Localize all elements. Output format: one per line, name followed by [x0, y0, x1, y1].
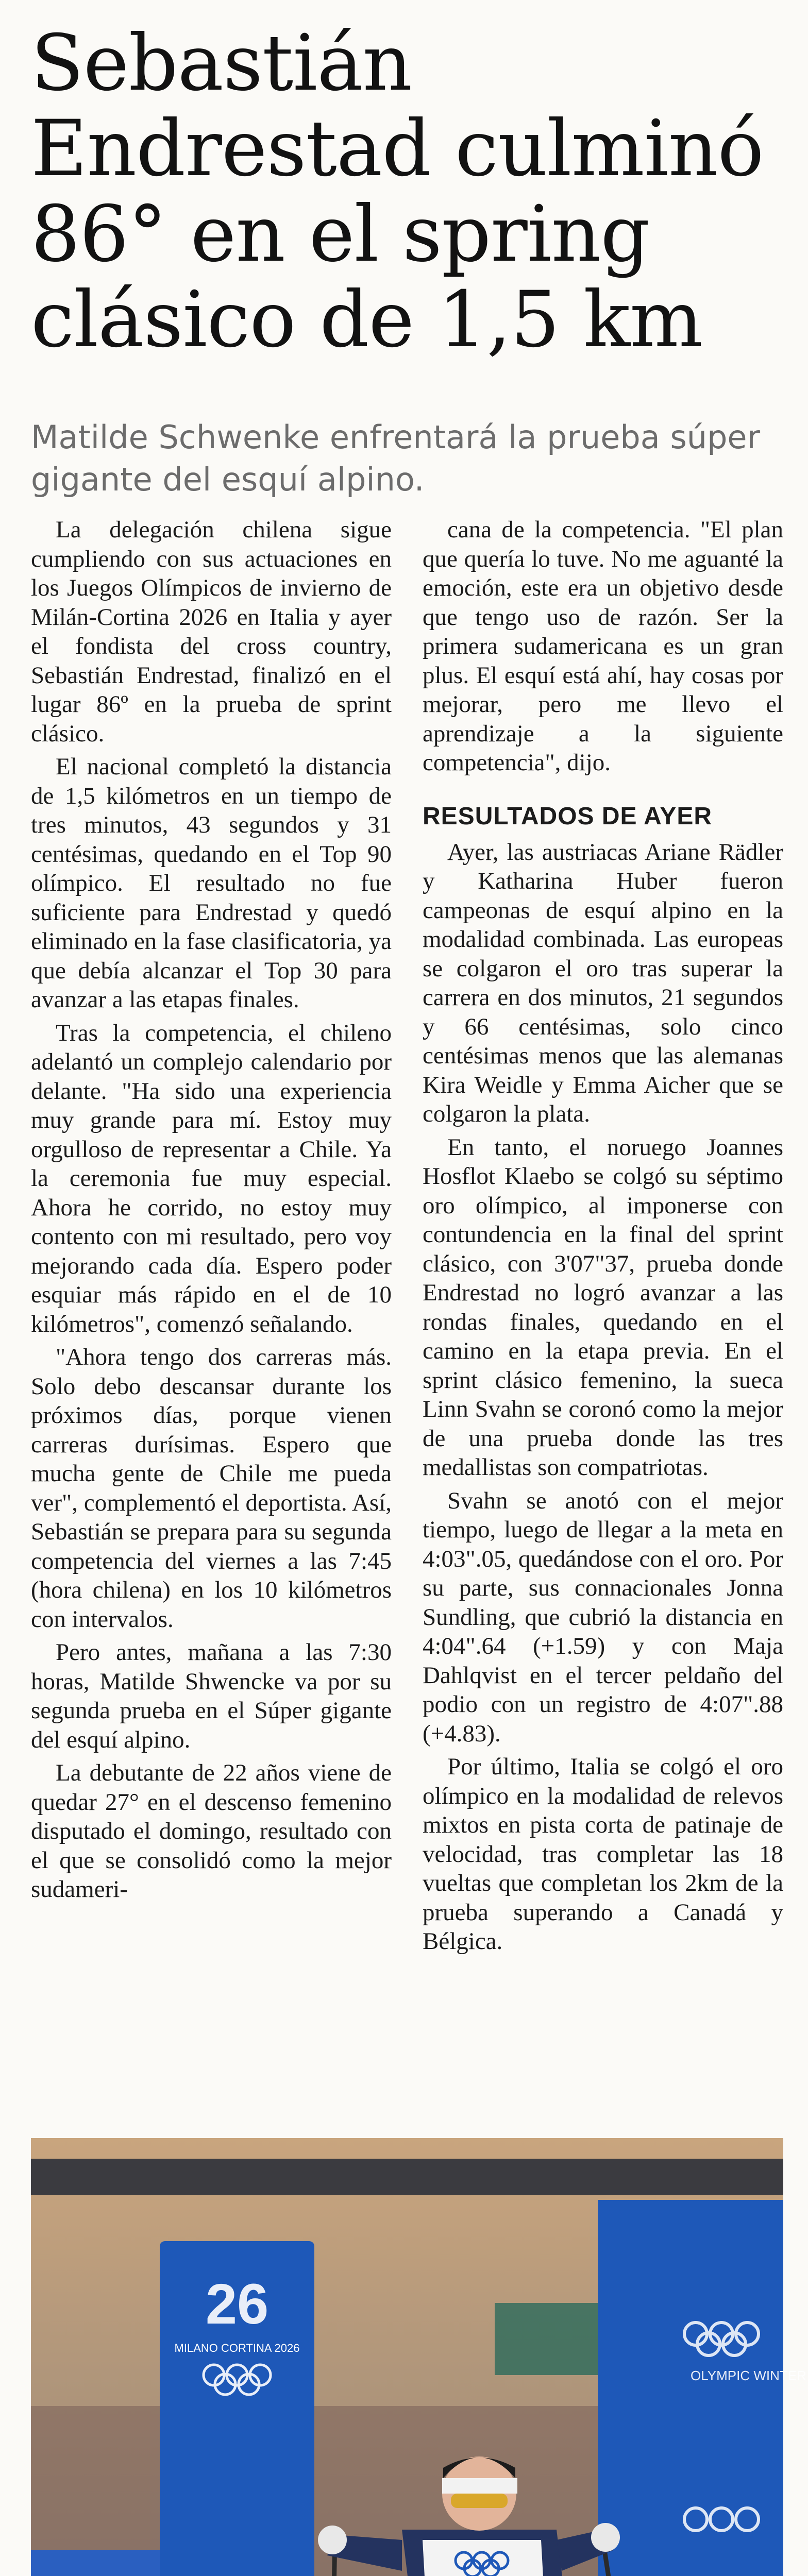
banner-right-text: OLYMPIC WINTER [691, 2368, 806, 2383]
banner-left [160, 2241, 314, 2576]
banner-right [598, 2200, 806, 2576]
paragraph: Ayer, las austriacas Ariane Rädler y Katharina Huber fueron campeonas de esquí alpino en la modalidad combinada. Las europeas se colgaron el oro tras superar la carrera en dos minutos, 21 segundos y 66 centésimas, solo cinco centésimas menos que las alemanas Kira Weidle y Emma Aicher que se colgaron la plata. [423, 838, 783, 1127]
paragraph: Pero antes, mañana a las 7:30 horas, Matilde Shwencke va por su segunda prueba en el Súper gigante del esquí alpino. [31, 1639, 392, 1753]
paragraph: Por último, Italia se colgó el oro olímpico en la modalidad de relevos mixtos en pista corta de patinaje de velocidad, tras completar las 18 vueltas que completan los 2km de la prueba superando a Canadá y Bélgica. [423, 1753, 783, 1955]
paragraph: Svahn se anotó con el mejor tiempo, luego de llegar a la meta en 4:03".05, quedándose con el oro. Por su parte, sus connacionales Jonna Sundling, que cubrió la distancia en 4:04".64 (+1.59) y con Maja Dahlqvist en el tercer peldaño del podio con un registro de 4:07".88 (+4.83). [423, 1487, 783, 1747]
paragraph: En tanto, el noruego Joannes Hosflot Klaebo se colgó su séptimo oro olímpico, al imponerse con contundencia en la final del sprint clásico, con 3'07"37, prueba donde Endrestad no logró avanzar a las rondas finales, quedando en el camino en la etapa previa. En el sprint clásico femenino, la sueca Linn Svahn se coronó como la mejor de una prueba donde las tres medallistas son compatriotas. [423, 1133, 783, 1481]
deck: Matilde Schwenke enfrentará la prueba súper gigante del esquí alpino. [31, 418, 761, 498]
paragraph: cana de la competencia. "El plan que quería lo tuve. No me aguanté la emoción, este era un objetivo desde que tengo uso de razón. Ser la primera sudamericana es un gran plus. El esquí está ahí, hay cosas por mejorar, pero me llevo el aprendizaje a la siguiente competencia", dijo. [423, 516, 783, 776]
section-subhead: RESULTADOS DE AYER [423, 802, 713, 830]
skier-illustration [31, 2138, 806, 2576]
column-left [31, 515, 392, 2120]
light-rig [31, 2159, 783, 2195]
ad-board [31, 2550, 170, 2576]
paragraph: La debutante de 22 años viene de quedar 27° en el descenso femenino disputado el domingo, resultado con el que se consolidó como la mejor sudameri- [31, 1759, 392, 1903]
article-photo [31, 2138, 806, 2576]
paragraph: La delegación chilena sigue cumpliendo con sus actuaciones en los Juegos Olímpicos de invierno de Milán-Cortina 2026 en Italia y ayer el fondista del cross country, Sebastián Endrestad, finalizó en el lugar 86º en la prueba de sprint clásico. [31, 516, 392, 747]
svg-text:26: 26 [205, 2273, 269, 2336]
paragraph: El nacional completó la distancia de 1,5 kilómetros en un tiempo de tres minutos, 43 segundos y 31 centésimas, quedando en el Top 90 olímpico. El resultado no fue suficiente para Endrestad y quedó eliminado en la fase clasificatoria, ya que debía alcanzar el Top 30 para avanzar a las etapas finales. [31, 753, 392, 1013]
article-body [31, 515, 783, 2120]
banner-small-text: MILANO CORTINA 2026 [174, 2342, 300, 2354]
column-right [423, 515, 783, 2120]
paragraph: Tras la competencia, el chileno adelantó un complejo calendario por delante. "Ha sido una experiencia muy grande para mí. Estoy muy orgulloso de representar a Chile. Ya la ceremonia fue muy especial. Ahora he corrido, no estoy muy contento con mi resultado, pero voy mejorando cada día. Espero poder esquiar más rápido en el de 10 kilómetros", comenzó señalando. [31, 1019, 392, 1337]
paragraph: "Ahora tengo dos carreras más. Solo debo descansar durante los próximos días, porque vienen carreras durísimas. Espero que mucha gente de Chile me pueda ver", complementó el deportista. Así, Sebastián se prepara para su segunda competencia del viernes a las 7:45 (hora chilena) en los 10 kilómetros con intervalos. [31, 1344, 392, 1633]
headline: Sebastián Endrestad culminó 86° en el spring clásico de 1,5 km [31, 19, 764, 365]
